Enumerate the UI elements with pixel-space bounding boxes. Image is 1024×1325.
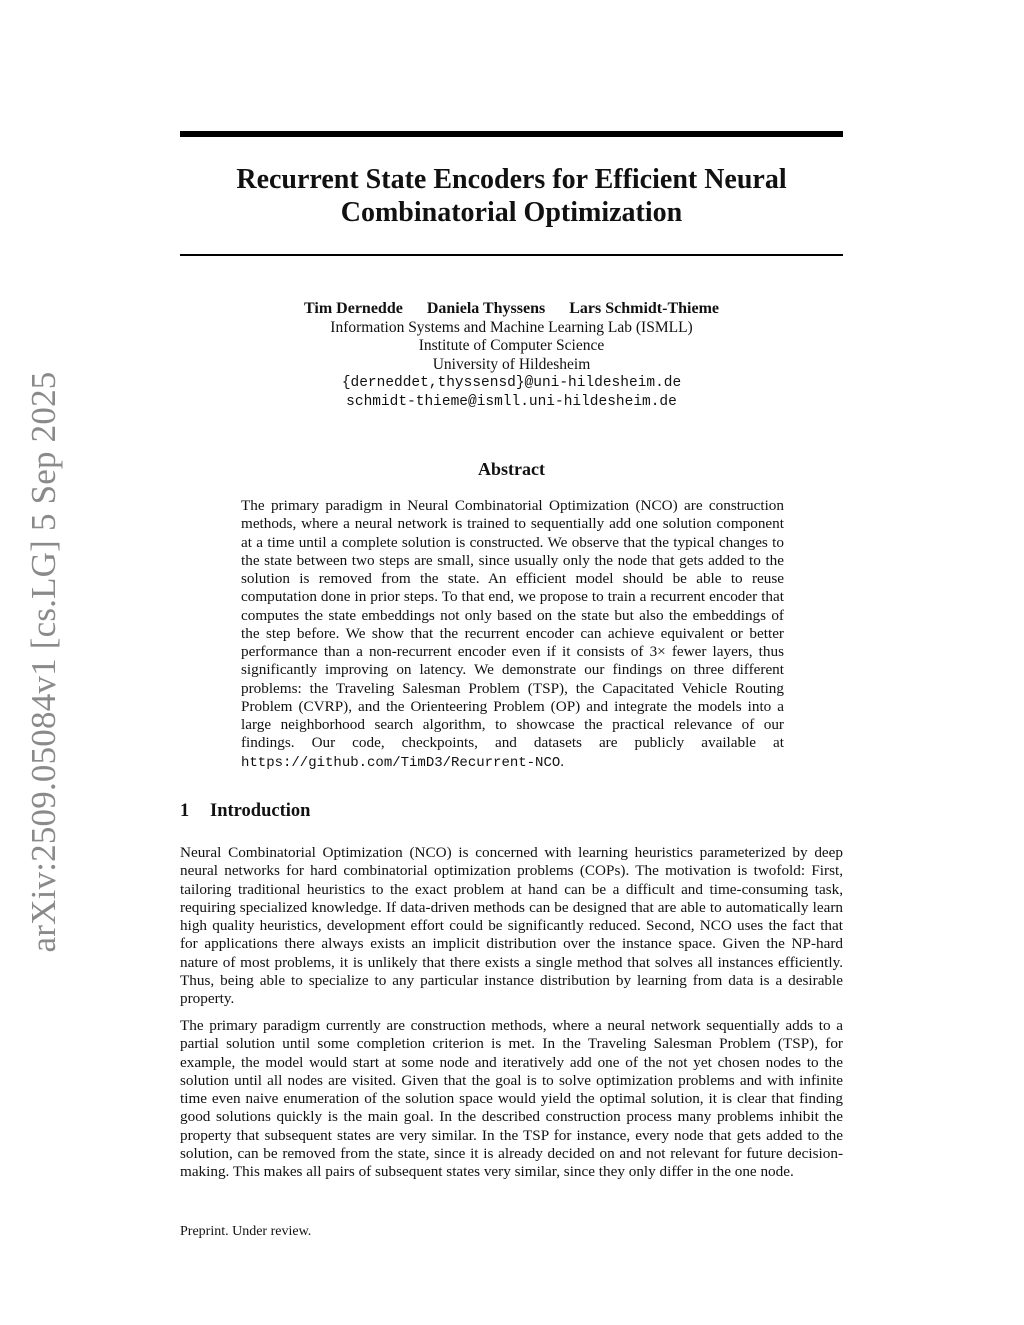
abstract-text xyxy=(241,497,784,772)
author-names xyxy=(180,300,843,319)
paper-title: Recurrent State Encoders for Efficient Neural Combinatorial Optimization xyxy=(236,164,787,228)
author-email: schmidt-thieme@ismll.uni-hildesheim.de xyxy=(346,393,677,410)
abstract-end: . xyxy=(560,752,565,770)
section-number: 1 xyxy=(180,801,190,821)
title-bottom-rule xyxy=(180,254,843,256)
section-heading xyxy=(180,801,310,822)
code-link[interactable]: https://github.com/TimD3/Recurrent-NCO xyxy=(241,754,561,771)
footer-note: Preprint. Under review. xyxy=(180,1224,312,1239)
abstract-heading: Abstract xyxy=(478,459,545,479)
author-name: Tim Dernedde xyxy=(304,300,403,317)
intro-paragraph: The primary paradigm currently are construction methods, where a neural network sequentially adds to a partial solution until some completion criterion is met. In the Traveling Salesman Problem (TSP), for example, the model would start at some node and iteratively add one of the not yet chosen nodes to the solution until all nodes are visited. Given that the goal is to solve optimization problems and with infinite time even naive enumeration of the solution space would yield the optimal solution, it is clear that finding good solutions quickly is the main goal. In the described construction process many problems inhibit the property that subsequent states are very similar. In the TSP for instance, every node that gets added to the solution, can be removed from the state, since it is already decided on and not relevant for future decision-making. This makes all pairs of subsequent states very similar, since they only differ in the one node. xyxy=(180,1017,843,1180)
author-block xyxy=(180,300,843,411)
abstract-body: The primary paradigm in Neural Combinatorial Optimization (NCO) are construction methods, where a neural network is trained to sequentially add one solution component at a time until a complete solution is constructed. We observe that the typical changes to the state between two steps are small, since usually only the node that gets added to the solution is removed from the state. An efficient model should be able to reuse computation done in prior steps. To that end, we propose to train a recurrent encoder that computes the state embeddings not only based on the state but also the embeddings of the step before. We show that the recurrent encoder can achieve equivalent or better performance than a non-recurrent encoder even if it consists of 3× fewer layers, thus significantly improving on latency. We demonstrate our findings on three different problems: the Traveling Salesman Problem (TSP), the Capacitated Vehicle Routing Problem (CVRP), and the Orienteering Problem (OP) and integrate the models into a large neighborhood search algorithm, to showcase the practical relevance of our findings. Our code, checkpoints, and datasets are publicly available at xyxy=(241,497,784,752)
arxiv-stamp: arXiv:2509.05084v1 [cs.LG] 5 Sep 2025 xyxy=(24,371,63,953)
section-title: Introduction xyxy=(210,801,311,821)
affiliation-line: University of Hildesheim xyxy=(432,355,591,373)
author-email: {derneddet,thyssensd}@uni-hildesheim.de xyxy=(341,375,682,391)
title-top-rule xyxy=(180,131,843,137)
affiliation-line: Information Systems and Machine Learning Lab (ISMLL) xyxy=(330,318,693,336)
author-name: Daniela Thyssens xyxy=(426,300,546,317)
author-name: Lars Schmidt-Thieme xyxy=(569,300,719,317)
affiliation-line: Institute of Computer Science xyxy=(418,337,605,354)
intro-paragraph: Neural Combinatorial Optimization (NCO) is concerned with learning heuristics parameterized by deep neural networks for hard combinatorial optimization problems (COPs). The motivation is twofold: First, tailoring traditional heuristics to the exact problem at hand can be a difficult and time-consuming task, requiring specialized knowledge. If data-driven methods can be designed that are able to automatically learn high quality heuristics, development effort could be significantly reduced. Second, NCO uses the fact that for applications there always exists an implicit distribution over the instance space. Given the NP-hard nature of most problems, it is unlikely that there exists a single method that solves all instances efficiently. Thus, being able to specialize to any particular instance distribution by learning from data is a desirable property. xyxy=(180,844,843,1007)
